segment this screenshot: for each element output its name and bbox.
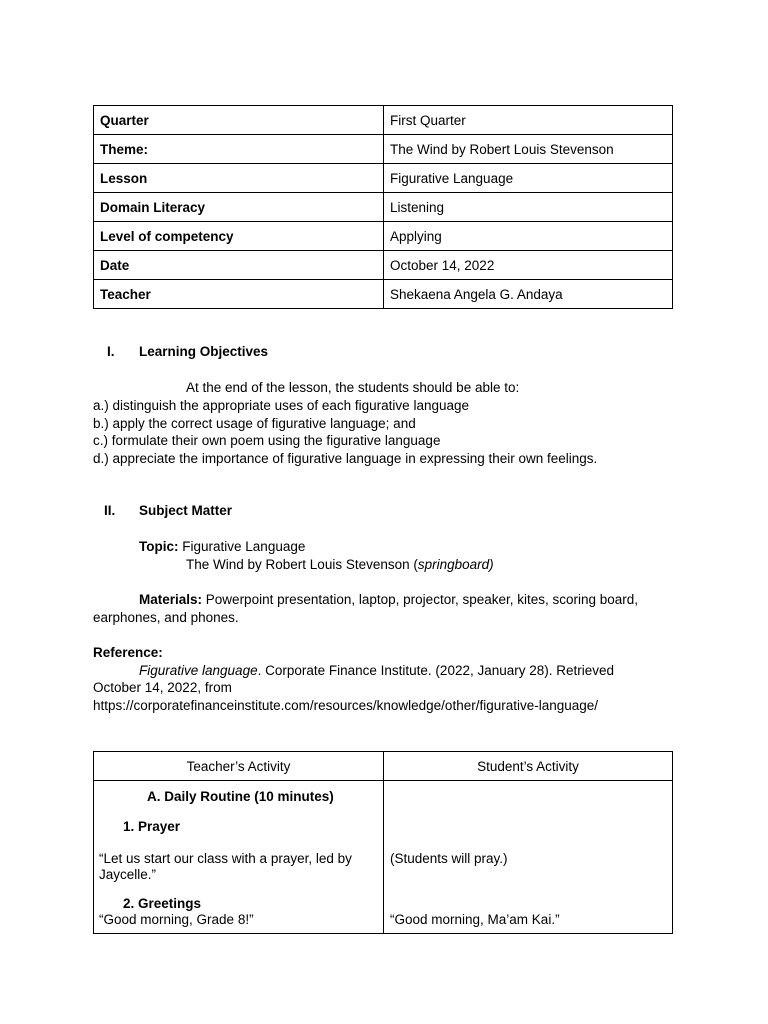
greetings-response: “Good morning, Ma’am Kai.”	[390, 912, 560, 927]
table-row	[94, 135, 673, 164]
section-heading: Learning Objectives	[139, 344, 269, 359]
info-label: Theme:	[94, 135, 384, 164]
materials-line	[139, 591, 638, 608]
info-value: Listening	[384, 193, 673, 222]
table-row	[94, 193, 673, 222]
table-row	[94, 781, 673, 934]
info-label: Quarter	[94, 106, 384, 135]
student-activity-cell	[384, 781, 673, 934]
greetings-text: “Good morning, Grade 8!”	[99, 912, 254, 927]
lesson-info-table	[93, 105, 673, 309]
column-header: Student’s Activity	[384, 752, 673, 781]
prayer-text-line-2: Jaycelle.”	[99, 867, 157, 882]
info-label: Domain Literacy	[94, 193, 384, 222]
topic-line-2	[186, 556, 494, 573]
list-item: c.) formulate their own poem using the figurative language	[93, 433, 441, 448]
list-item: a.) distinguish the appropriate uses of each figurative language	[93, 398, 469, 413]
info-label: Teacher	[94, 280, 384, 309]
topic-line	[139, 538, 305, 555]
table-row	[94, 164, 673, 193]
info-value: October 14, 2022	[384, 251, 673, 280]
reference-heading: Reference:	[93, 645, 163, 660]
reference-line-1	[139, 662, 614, 679]
topic-note: springboard)	[417, 557, 494, 572]
info-label: Lesson	[94, 164, 384, 193]
section-heading: Subject Matter	[139, 503, 233, 518]
daily-routine-heading: A. Daily Routine (10 minutes)	[147, 789, 334, 804]
info-label: Level of competency	[94, 222, 384, 251]
info-value: First Quarter	[384, 106, 673, 135]
teacher-activity-cell	[94, 781, 384, 934]
info-value: Applying	[384, 222, 673, 251]
table-row	[94, 280, 673, 309]
table-row	[94, 222, 673, 251]
info-label: Date	[94, 251, 384, 280]
prayer-heading: 1. Prayer	[123, 819, 181, 834]
reference-line-2: October 14, 2022, from	[93, 680, 232, 695]
topic-label: Topic:	[139, 539, 179, 554]
topic-title: The Wind by Robert Louis Stevenson (	[186, 557, 418, 572]
table-row	[94, 106, 673, 135]
materials-line-2: earphones, and phones.	[93, 610, 239, 625]
reference-url: https://corporatefinanceinstitute.com/resources/knowledge/other/figurative-language/	[93, 698, 599, 713]
section-number: I.	[107, 344, 115, 359]
objectives-intro: At the end of the lesson, the students should be able to:	[186, 380, 520, 395]
column-header: Teacher’s Activity	[94, 752, 384, 781]
section-number: II.	[104, 503, 116, 518]
reference-title: Figurative language	[139, 663, 258, 678]
info-value: Shekaena Angela G. Andaya	[384, 280, 673, 309]
materials-value: Powerpoint presentation, laptop, projector, speaker, kites, scoring board,	[205, 592, 639, 607]
table-row	[94, 251, 673, 280]
prayer-text-line-1: “Let us start our class with a prayer, led by	[99, 851, 352, 866]
topic-value: Figurative Language	[182, 539, 306, 554]
materials-label: Materials:	[139, 592, 203, 607]
greetings-heading: 2. Greetings	[123, 896, 202, 911]
info-value: The Wind by Robert Louis Stevenson	[384, 135, 673, 164]
table-header-row	[94, 752, 673, 781]
activity-table	[93, 751, 673, 934]
prayer-response: (Students will pray.)	[390, 851, 508, 866]
reference-source: . Corporate Finance Institute. (2022, January 28). Retrieved	[257, 663, 615, 678]
list-item: b.) apply the correct usage of figurative language; and	[93, 416, 416, 431]
reference-label	[93, 644, 163, 661]
list-item: d.) appreciate the importance of figurative language in expressing their own feelings.	[93, 451, 598, 466]
info-value: Figurative Language	[384, 164, 673, 193]
